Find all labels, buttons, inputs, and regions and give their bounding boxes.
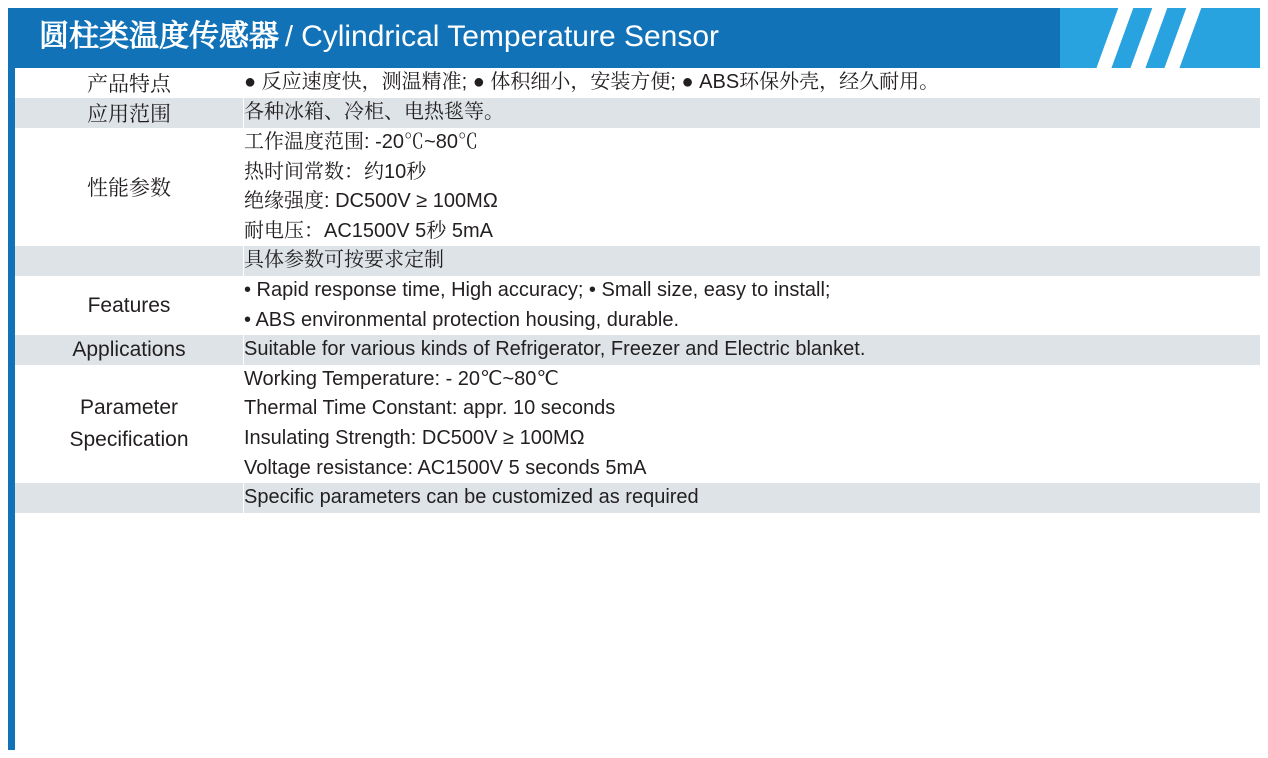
value-line: 绝缘强度: DC500V ≥ 100MΩ <box>244 190 498 213</box>
value-line: Thermal Time Constant: appr. 10 seconds <box>244 397 616 420</box>
spec-table <box>15 68 1260 513</box>
row-label-parameter-specification <box>15 365 244 483</box>
page-title-separator: / <box>285 21 294 53</box>
table-row <box>15 68 1260 98</box>
page-title <box>39 8 719 68</box>
row-label-features: Features <box>15 276 244 335</box>
row-label-applications: Applications <box>15 335 244 365</box>
value-line: Suitable for various kinds of Refrigerator, Freezer and Electric blanket. <box>244 338 866 361</box>
row-label-line1: Parameter <box>79 396 179 420</box>
row-value-parameter-specification <box>244 365 1261 483</box>
row-value-custom-note-cn <box>244 246 1261 276</box>
row-value-performance-cn <box>244 128 1261 246</box>
value-line: Specific parameters can be customized as required <box>244 486 699 509</box>
row-value-product-features <box>244 68 1261 98</box>
row-label-empty <box>15 246 244 276</box>
row-label-empty <box>15 483 244 513</box>
table-row <box>15 335 1260 365</box>
row-label-applications-cn: 应用范围 <box>15 98 244 128</box>
value-line: 耐电压：AC1500V 5秒 5mA <box>244 219 493 242</box>
row-label-line2: Specification <box>69 427 189 451</box>
row-label-product-features: 产品特点 <box>15 68 244 98</box>
value-line: • Rapid response time, High accuracy; • Small size, easy to install; <box>244 278 831 301</box>
row-value-features <box>244 276 1261 335</box>
row-value-custom-note <box>244 483 1261 513</box>
row-value-applications <box>244 335 1261 365</box>
value-line: Voltage resistance: AC1500V 5 seconds 5mA <box>244 456 647 479</box>
value-line: Insulating Strength: DC500V ≥ 100MΩ <box>244 426 585 449</box>
left-accent-bar <box>8 8 15 750</box>
table-row <box>15 98 1260 128</box>
value-line: 各种冰箱、冷柜、电热毯等。 <box>244 101 504 124</box>
row-label-performance-cn: 性能参数 <box>15 128 244 246</box>
table-row <box>15 276 1260 335</box>
value-line: 工作温度范围: -20℃~80℃ <box>244 131 478 153</box>
value-line: 具体参数可按要求定制 <box>244 249 444 272</box>
page-title-cn: 圆柱类温度传感器 <box>39 20 279 53</box>
table-row <box>15 483 1260 513</box>
table-row <box>15 365 1260 483</box>
value-line: Working Temperature: - 20℃~80℃ <box>244 367 559 390</box>
row-value-applications-cn <box>244 98 1261 128</box>
page-title-en: Cylindrical Temperature Sensor <box>301 20 720 53</box>
value-line: • ABS environmental protection housing, durable. <box>244 308 680 331</box>
value-line: ● 反应速度快，测温精准; ● 体积细小，安装方便; ● ABS环保外壳，经久耐用。 <box>244 71 940 94</box>
page-header <box>15 8 1260 68</box>
table-row <box>15 246 1260 276</box>
table-row <box>15 128 1260 246</box>
value-line: 热时间常数：约10秒 <box>244 160 427 183</box>
